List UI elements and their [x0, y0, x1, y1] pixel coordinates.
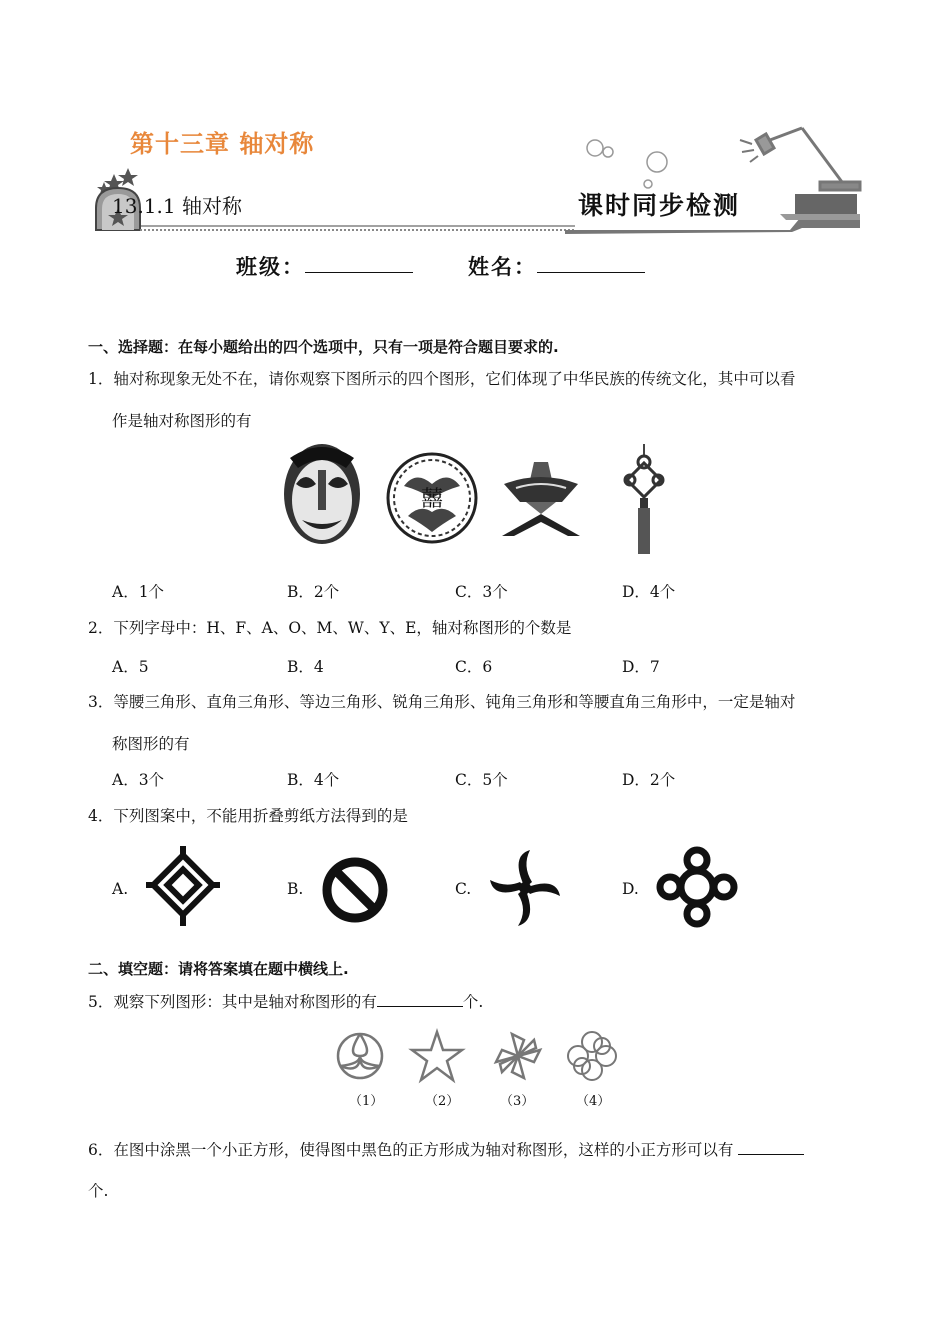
q4-option-b[interactable]: B. — [287, 880, 304, 898]
q4-figures — [140, 842, 740, 934]
q1-option-a[interactable]: A．1个 — [112, 583, 165, 601]
q3-option-b[interactable]: B．4个 — [287, 771, 340, 789]
star-outline-icon — [412, 1032, 462, 1080]
q4-option-d[interactable]: D. — [622, 880, 639, 898]
q6-text-line2: 个. — [88, 1182, 109, 1200]
q6-answer-blank[interactable] — [738, 1140, 804, 1155]
q5-caption-1: （1） — [349, 1094, 384, 1109]
q4-option-a[interactable]: A. — [112, 880, 129, 898]
lamp-icon — [740, 128, 860, 190]
q3-option-d[interactable]: D．2个 — [622, 771, 676, 789]
name-field[interactable] — [537, 248, 645, 273]
three-arc-circle-icon — [338, 1034, 382, 1078]
double-happiness-papercut-icon — [388, 454, 476, 542]
chinese-knot-icon — [625, 444, 663, 554]
star-icon — [118, 168, 138, 186]
q5-text-before: 5．观察下列图形：其中是轴对称图形的有 — [88, 993, 377, 1011]
q1-text-line1: 1．轴对称现象无处不在，请你观察下图所示的四个图形，它们体现了中华民族的传统文化，其中可以看 — [88, 370, 796, 388]
part2-title: 二、填空题：请将答案填在题中横线上. — [88, 960, 349, 978]
q5-caption-2: （2） — [425, 1094, 460, 1109]
q2-option-d[interactable]: D．7 — [622, 658, 660, 676]
class-field[interactable] — [305, 248, 413, 273]
prohibition-sign-icon — [327, 862, 383, 918]
q1-option-c[interactable]: C．3个 — [455, 583, 508, 601]
q5-answer-blank[interactable] — [377, 992, 463, 1007]
q3-text-line1: 3．等腰三角形、直角三角形、等边三角形、锐角三角形、钝角三角形和等腰直角三角形中，一定是轴对 — [88, 693, 796, 711]
q1-option-d[interactable]: D．4个 — [622, 583, 676, 601]
knot-pattern-icon — [146, 846, 220, 926]
part1-title: 一、选择题：在每小题给出的四个选项中，只有一项是符合题目要求的. — [88, 338, 559, 356]
kite-icon — [502, 462, 580, 536]
name-label: 姓名： — [468, 255, 537, 279]
q5-caption-3: （3） — [500, 1094, 535, 1109]
bubble-icon — [647, 152, 667, 172]
q2-option-b[interactable]: B．4 — [287, 658, 324, 676]
q6-text: 6．在图中涂黑一个小正方形，使得图中黑色的正方形成为轴对称图形，这样的小正方形可以有 — [88, 1141, 734, 1159]
q4-option-c[interactable]: C. — [455, 880, 472, 898]
svg-text:囍: 囍 — [420, 487, 444, 512]
q5-figures — [330, 1026, 630, 1086]
banner-title: 课时同步检测 — [578, 191, 741, 220]
q2-text: 2．下列字母中：H、F、A、O、M、W、Y、E，轴对称图形的个数是 — [88, 619, 572, 637]
chapter-title: 第十三章 轴对称 — [130, 130, 315, 158]
q3-option-a[interactable]: A．3个 — [112, 771, 165, 789]
pinwheel-icon — [496, 1034, 540, 1078]
q2-option-a[interactable]: A．5 — [112, 658, 149, 676]
q3-option-c[interactable]: C．5个 — [455, 771, 508, 789]
section-title: 13.1.1 轴对称 — [112, 194, 242, 218]
q4-text: 4．下列图案中，不能用折叠剪纸方法得到的是 — [88, 807, 408, 825]
opera-mask-icon — [284, 444, 360, 544]
q1-option-b[interactable]: B．2个 — [287, 583, 340, 601]
four-rings-pattern-icon — [660, 850, 734, 924]
class-label: 班级： — [236, 255, 305, 279]
swirl-pattern-icon — [490, 850, 560, 926]
flower-outline-icon — [568, 1032, 616, 1080]
q5-text-after: 个. — [462, 993, 484, 1011]
bubble-icon — [587, 140, 603, 156]
q2-option-c[interactable]: C．6 — [455, 658, 493, 676]
q3-text-line2: 称图形的有 — [112, 735, 190, 753]
q6-text-line1 — [88, 1140, 804, 1160]
q5-caption-4: （4） — [576, 1094, 611, 1109]
q5-text — [88, 992, 483, 1012]
q1-text-line2: 作是轴对称图形的有 — [112, 412, 252, 430]
bubble-icon — [603, 147, 613, 157]
q1-figures — [276, 440, 676, 560]
